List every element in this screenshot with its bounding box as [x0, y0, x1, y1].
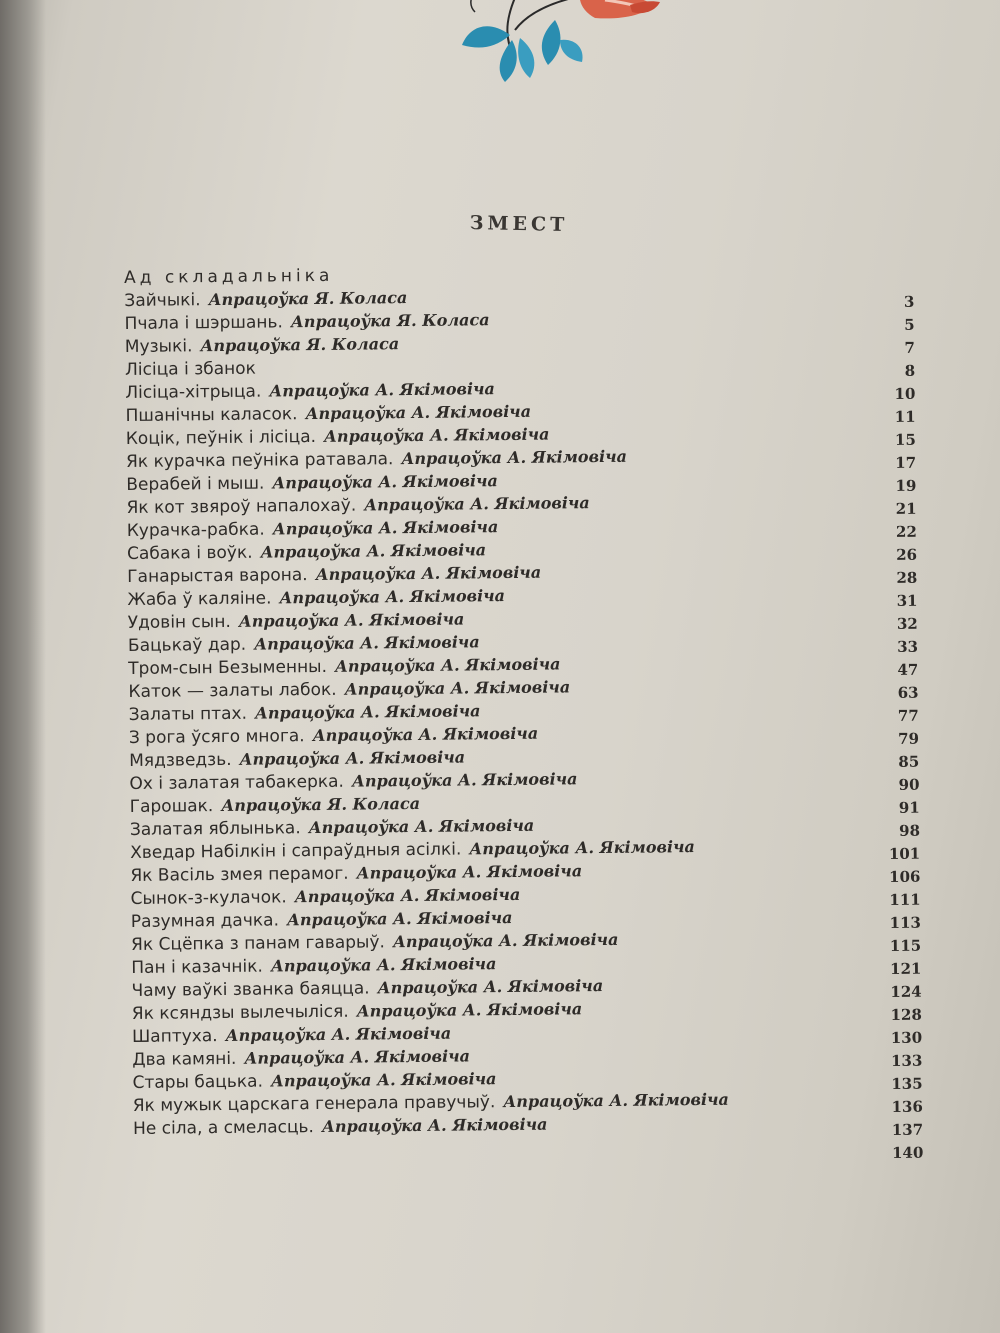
toc-entry-title: Чаму ваўкі званка баяцца.	[131, 978, 370, 1001]
toc-entry-page-number: 7	[904, 338, 915, 357]
toc-entry-title: Сынок-з-кулачок.	[130, 887, 287, 909]
page-shadow	[0, 0, 46, 1333]
toc-entry-author: Апрацоўка А. Якімовіча	[269, 379, 495, 401]
toc-entry-title: Як курачка пеўніка ратавала.	[125, 449, 394, 472]
toc-entry-author: Апрацоўка А. Якімовіча	[356, 861, 583, 883]
toc-entry-author: Апрацоўка А. Якімовіча	[334, 654, 561, 676]
toc-entry-page-number: 28	[896, 568, 918, 587]
toc-entry-author: Апрацоўка А. Якімовіча	[272, 517, 499, 539]
toc-entry-author: Апрацоўка А. Якімовіча	[392, 929, 619, 952]
toc-entry-title: Як Васіль змея перамог.	[130, 863, 349, 886]
toc-entry-author: Апрацоўка А. Якімовіча	[503, 1089, 729, 1112]
toc-entry-page-number: 101	[888, 844, 921, 864]
toc-entry-title: Як ксяндзы вылечыліся.	[131, 1001, 349, 1024]
toc-entry-page-number: 3	[903, 292, 915, 311]
toc-entry-title: Сабака і воўк.	[126, 542, 253, 564]
toc-entry-page-number: 135	[891, 1074, 923, 1094]
toc-entry-author: Апрацоўка А. Якімовіча	[254, 632, 480, 654]
table-of-contents	[124, 258, 923, 1163]
toc-entry-page-number: 47	[897, 660, 919, 679]
toc-entry-title: Пшанічны каласок.	[125, 404, 298, 426]
toc-entry-title: Жаба ў каляіне.	[127, 588, 272, 610]
toc-entry-author: Апрацоўка А. Якімовіча	[254, 701, 481, 723]
toc-entry-title: Пан і казачнік.	[131, 956, 263, 978]
toc-entry-author: Апрацоўка А. Якімовіча	[312, 723, 539, 746]
toc-entry-page-number: 140	[891, 1143, 924, 1163]
toc-entry-title: Стары бацька.	[132, 1071, 264, 1093]
toc-entry-title: Хведар Набілкін і сапраўдныя асілкі.	[130, 839, 462, 863]
toc-entry-title: Як кот звяроў напалохаў.	[126, 495, 357, 518]
toc-entry-title: Ох і залатая табакерка.	[129, 771, 345, 794]
toc-entry-author: Апрацоўка А. Якімовіча	[401, 446, 628, 469]
toc-entry-author: Апрацоўка А. Якімовіча	[244, 1046, 471, 1068]
toc-entry-author: Апрацоўка А. Якімовіча	[294, 884, 521, 907]
toc-entry-author: Апрацоўка А. Якімовіча	[270, 954, 497, 976]
toc-entry-page-number: 19	[895, 476, 917, 495]
toc-entry-page-number: 22	[895, 522, 917, 541]
toc-entry-page-number: 33	[897, 637, 919, 656]
toc-entry-author: Апрацоўка А. Якімовіча	[286, 907, 513, 930]
toc-entry-title: Залатая яблынька.	[129, 818, 301, 840]
toc-entry-page-number: 32	[896, 614, 918, 633]
toc-entry-page-number: 137	[891, 1120, 924, 1140]
toc-entry-author: Апрацоўка А. Якімовіча	[305, 401, 532, 424]
toc-entry-page-number: 79	[898, 729, 920, 748]
toc-entry-title: Бацькаў дар.	[127, 634, 247, 656]
toc-entry-page-number: 124	[890, 982, 922, 1002]
toc-entry-author: Апрацоўка А. Якімовіча	[260, 540, 487, 562]
toc-entry-page-number: 121	[889, 959, 922, 979]
toc-entry-page-number: 85	[898, 752, 920, 771]
toc-entry-author: Апрацоўка А. Якімовіча	[351, 769, 578, 791]
toc-entry-title: Як мужык царскага генерала правучыў.	[132, 1092, 496, 1116]
toc-entry-author: Апрацоўка Я. Коласа	[208, 288, 408, 310]
toc-entry-title: Мядзведзь.	[129, 749, 232, 771]
toc-entry-author: Апрацоўка А. Якімовіча	[364, 493, 590, 515]
toc-entry-page-number: 11	[894, 407, 916, 426]
toc-entry-title: З рога ўсяго многа.	[128, 726, 305, 748]
toc-entry-author: Апрацоўка А. Якімовіча	[377, 976, 604, 998]
toc-entry-title: Удовін сын.	[127, 611, 231, 633]
floral-ornament-icon	[370, 0, 690, 90]
toc-entry-title: Курачка-рабка.	[126, 519, 265, 541]
toc-entry-author: Апрацоўка А. Якімовіча	[270, 1069, 497, 1091]
toc-entry-author: Апрацоўка А. Якімовіча	[225, 1023, 452, 1045]
toc-entry-author: Апрацоўка А. Якімовіча	[469, 837, 695, 859]
toc-entry-title: Ад складальніка	[124, 265, 334, 288]
toc-entry-title: Шаптуха.	[131, 1026, 218, 1047]
toc-entry-page-number: 113	[889, 913, 922, 933]
toc-entry-title: Разумная дачка.	[130, 910, 280, 932]
toc-entry-page-number: 21	[895, 499, 917, 518]
toc-entry-title: Музыкі.	[124, 336, 193, 357]
page-title: ЗМЕСТ	[469, 212, 569, 237]
toc-entry-author: Апрацоўка А. Якімовіча	[356, 999, 583, 1021]
toc-entry-page-number: 26	[896, 545, 918, 564]
toc-entry-page-number: 77	[897, 706, 919, 725]
toc-entry-author: Апрацоўка Я. Коласа	[221, 793, 421, 816]
toc-entry-title: Не сіла, а смеласць.	[132, 1117, 315, 1139]
toc-entry-author: Апрацоўка А. Якімовіча	[323, 424, 550, 446]
toc-entry-title: Пчала і шэршань.	[124, 312, 283, 334]
toc-entry-title: Тром-сын Безыменны.	[128, 656, 328, 679]
toc-entry-page-number: 98	[898, 821, 921, 840]
toc-entry-page-number: 8	[904, 361, 916, 380]
toc-entry-author: Апрацоўка А. Якімовіча	[279, 586, 506, 608]
toc-entry-page-number: 106	[889, 867, 921, 887]
toc-entry-page-number: 15	[894, 430, 916, 449]
toc-entry-title: Гарошак.	[129, 796, 214, 817]
toc-entry-author: Апрацоўка А. Якімовіча	[315, 562, 542, 585]
toc-entry-page-number: 31	[896, 591, 918, 610]
toc-entry-page-number: 17	[895, 453, 917, 472]
toc-entry-page-number: 90	[898, 775, 920, 794]
toc-entry-title: Залаты птах.	[128, 703, 248, 725]
toc-entry-page-number: 91	[898, 798, 920, 817]
toc-entry-page-number: 5	[904, 315, 915, 334]
toc-entry-author: Апрацоўка Я. Коласа	[200, 334, 400, 356]
toc-entry-title: Коцік, пеўнік і лісіца.	[125, 426, 317, 449]
toc-entry-title: Лісіца-хітрыца.	[125, 381, 262, 403]
toc-entry-author: Апрацоўка А. Якімовіча	[238, 609, 465, 631]
toc-entry-page-number: 63	[897, 683, 919, 702]
toc-entry-page-number: 130	[890, 1028, 923, 1048]
toc-entry-page-number: 10	[894, 384, 916, 403]
toc-entry-title: Верабей і мыш.	[126, 473, 265, 495]
toc-entry-page-number: 133	[890, 1051, 923, 1071]
toc-entry-title: Ганарыстая варона.	[127, 565, 308, 587]
toc-entry-author: Апрацоўка А. Якімовіча	[344, 677, 571, 699]
toc-entry-title: Каток — залаты лабок.	[128, 679, 337, 702]
toc-entry-author: Апрацоўка Я. Коласа	[290, 310, 490, 332]
toc-entry-author: Апрацоўка А. Якімовіча	[308, 815, 535, 838]
toc-entry-author: Апрацоўка А. Якімовіча	[272, 471, 498, 493]
toc-entry-page-number: 111	[889, 890, 921, 910]
toc-entry-page-number: 115	[889, 936, 922, 956]
toc-entry-title: Лісіца і збанок	[124, 358, 257, 380]
toc-entry-page-number: 136	[891, 1097, 923, 1117]
toc-entry-title: Зайчыкі.	[124, 290, 201, 311]
toc-entry-page-number: 128	[890, 1005, 922, 1025]
toc-entry-author: Апрацоўка А. Якімовіча	[239, 747, 466, 769]
toc-entry-title: Як Сцёпка з панам гаварыў.	[131, 932, 385, 955]
toc-entry-title: Два камяні.	[132, 1048, 237, 1070]
toc-entry-author: Апрацоўка А. Якімовіча	[321, 1114, 548, 1136]
